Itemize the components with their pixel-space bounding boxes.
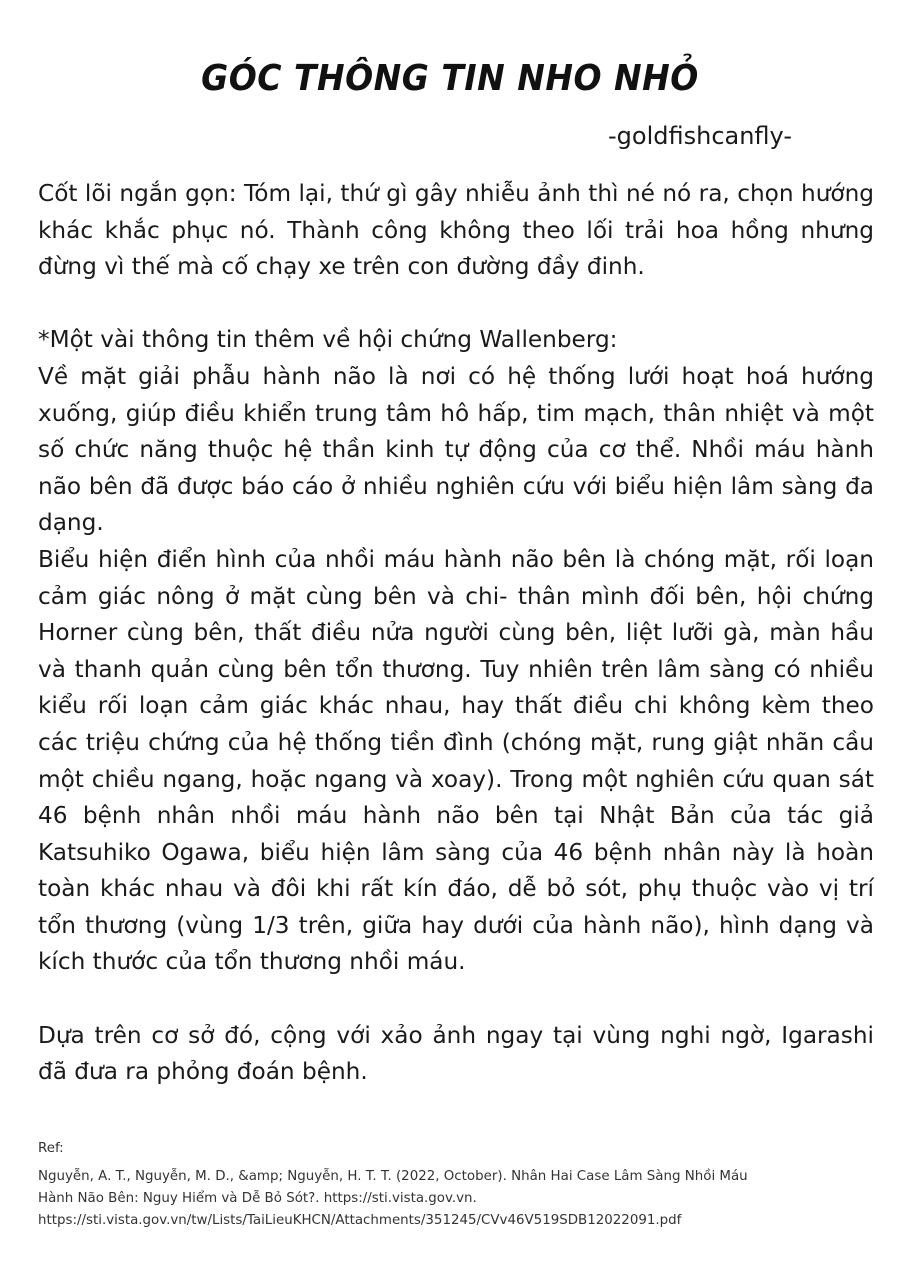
paragraph-gap [38, 286, 874, 323]
paragraph-symptoms: Biểu hiện điển hình của nhồi máu hành não bên là chóng mặt, rối loạn cảm giác nông ở mặt cùng bên và chi- thân mình đối bên, hội chứng Horner cùng bên, thất điều nửa người cùng bên, liệt lưỡi gà, màn hầu và thanh quản cùng bên tổn thương. Tuy nhiên trên lâm sàng có nhiều kiểu rối loạn cảm giác khác nhau, hay thất điều chi không kèm theo các triệu chứng của hệ thống tiền đình (chóng mặt, rung giật nhãn cầu một chiều ngang, hoặc ngang và xoay). Trong một nghiên cứu quan sát 46 bệnh nhân nhồi máu hành não bên tại Nhật Bản của tác giả Katsuhiko Ogawa, biểu hiện lâm sàng của 46 bệnh nhân này là hoàn toàn khác nhau và đôi khi rất kín đáo, dễ bỏ sót, phụ thuộc vào vị trí tổn thương (vùng 1/3 trên, giữa hay dưới của hành não), hình dạng và kích thước của tổn thương nhồi máu. [38, 545, 874, 976]
reference-url: https://sti.vista.gov.vn/tw/Lists/TaiLieuKHCN/Attachments/351245/CVv46V519SDB12022091.pdf [38, 1213, 682, 1228]
references-label: Ref: [38, 1141, 64, 1156]
paragraph-anatomy: Về mặt giải phẫu hành não là nơi có hệ thống lưới hoạt hoá hướng xuống, giúp điều khiển trung tâm hô hấp, tim mạch, thân nhiệt và một số chức năng thuộc hệ thần kinh tự động của cơ thể. Nhồi máu hành não bên đã được báo cáo ở nhiều nghiên cứu với biểu hiện lâm sàng đa dạng. [38, 362, 874, 537]
references-section [38, 1138, 868, 1232]
author-signature: -goldfishcanfly- [608, 122, 792, 150]
reference-line: Nguyễn, A. T., Nguyễn, M. D., &amp; Nguyễn, H. T. T. (2022, October). Nhân Hai Case Lâm Sàng Nhồi Máu [38, 1169, 748, 1184]
reference-line: Hành Não Bên: Nguy Hiểm và Dễ Bỏ Sót?. https://sti.vista.gov.vn. [38, 1191, 477, 1206]
paragraph-conclusion: Dựa trên cơ sở đó, cộng với xảo ảnh ngay tại vùng nghi ngờ, Igarashi đã đưa ra phỏng đoán bệnh. [38, 1021, 874, 1086]
paragraph-summary: Cốt lõi ngắn gọn: Tóm lại, thứ gì gây nhiễu ảnh thì né nó ra, chọn hướng khác khắc phục nó. Thành công không theo lối trải hoa hồng nhưng đừng vì thế mà cố chạy xe trên con đường đầy đinh. [38, 180, 874, 281]
paragraph-heading-wallenberg: *Một vài thông tin thêm về hội chứng Wallenberg: [38, 326, 618, 354]
page-title: GÓC THÔNG TIN NHO NHỎ [201, 56, 699, 99]
paragraph-gap [38, 981, 874, 1018]
body-text [38, 176, 874, 1091]
